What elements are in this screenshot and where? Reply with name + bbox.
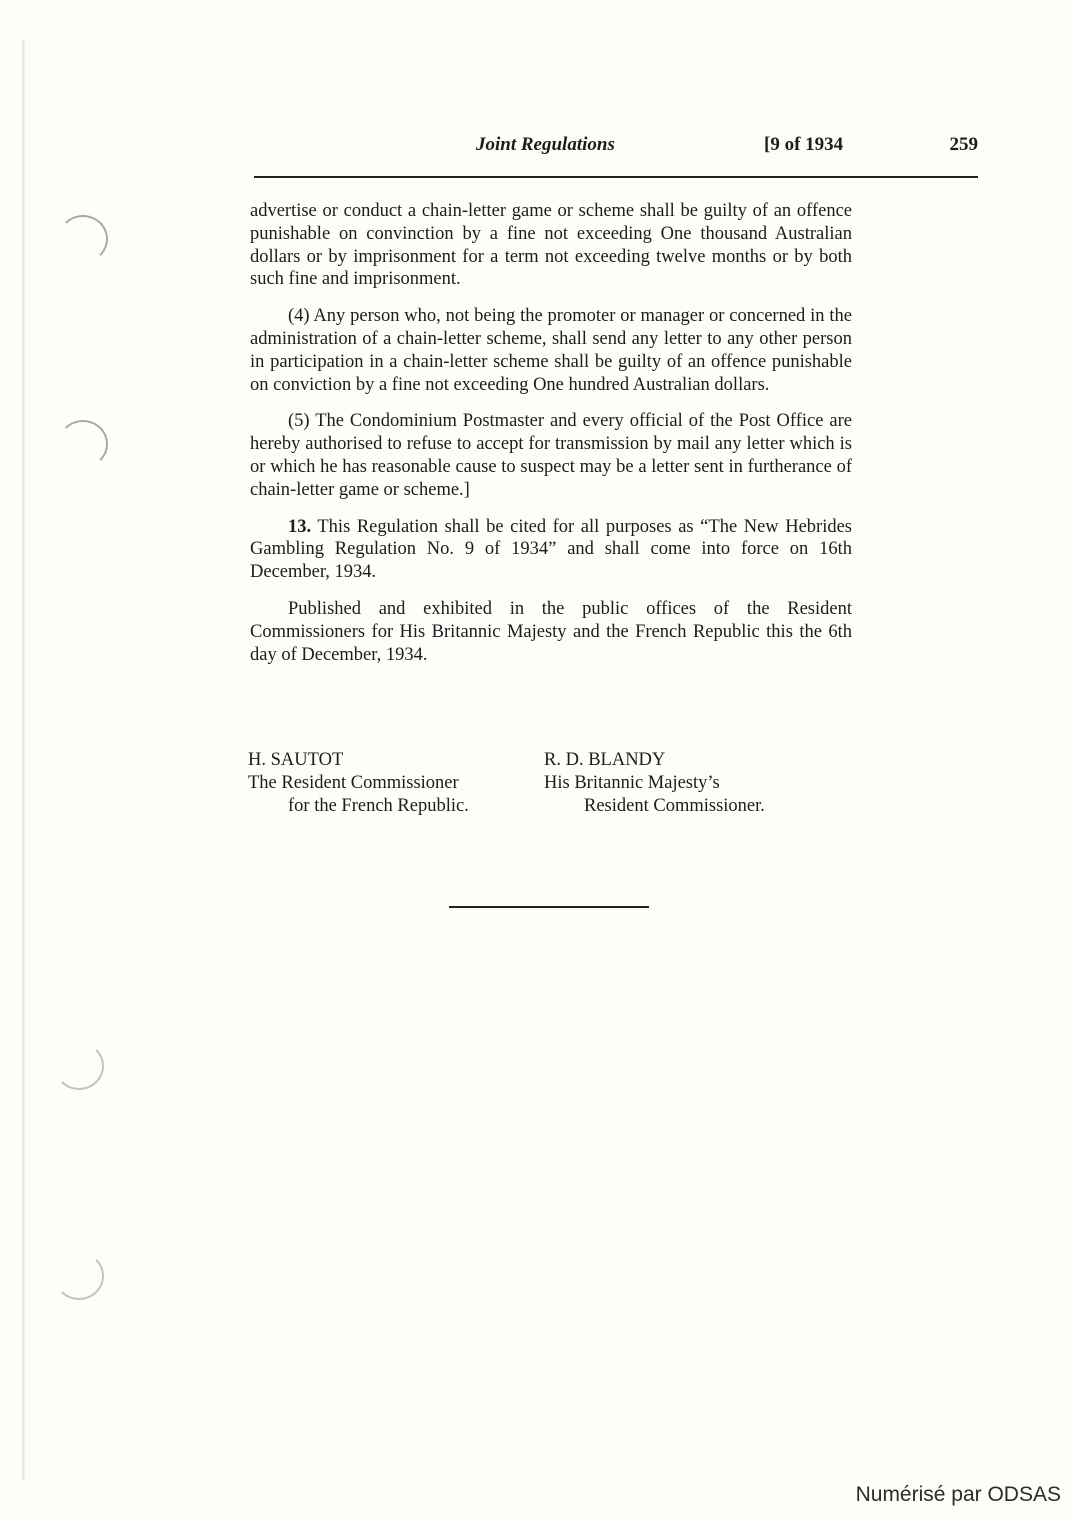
signatory-name: H. SAUTOT <box>248 750 344 770</box>
header-title: Joint Regulations <box>476 134 615 155</box>
header-rule <box>254 176 978 178</box>
regulation-body <box>250 200 852 680</box>
signatory-title: The Resident Commissioner <box>248 773 459 793</box>
punch-hole-2 <box>58 420 108 468</box>
punch-hole-3 <box>54 1042 104 1090</box>
paragraph-publication: Published and exhibited in the public offices of the Resident Commissioners for His Britannic Majesty and the French Republic this the 6th day of December, 1934. <box>250 598 852 665</box>
punch-hole-4 <box>54 1252 104 1300</box>
page-number: 259 <box>949 134 978 155</box>
signatory-title-cont: Resident Commissioner. <box>584 796 765 816</box>
signatory-title: His Britannic Majesty’s <box>544 773 720 793</box>
punch-hole-1 <box>58 215 108 263</box>
signature-french <box>248 749 469 818</box>
signatory-title-cont: for the French Republic. <box>288 796 469 816</box>
paragraph-subsection-4: (4) Any person who, not being the promoter or manager or concerned in the administration of a chain-letter scheme, shall send any letter to any other person in participation in a chain-letter scheme shall be guilty of an offence punishable on conviction by a fine not exceeding One hundred Australian dollars. <box>250 306 852 395</box>
signature-british <box>544 749 765 818</box>
digitization-credit: Numérisé par ODSAS <box>855 1483 1061 1506</box>
signatory-name: R. D. BLANDY <box>544 750 666 770</box>
paragraph-subsection-5: (5) The Condominium Postmaster and every official of the Post Office are hereby authorised to refuse to accept for transmission by mail any letter which is or which he has reasonable cause to suspect may be a letter sent in furtherance of chain-letter game or scheme.] <box>250 411 852 500</box>
running-header <box>254 134 978 164</box>
section-13-text: This Regulation shall be cited for all purposes as “The New Hebrides Gambling Regulation No. 9 of 1934” and shall come into force on 16th December, 1934. <box>250 516 853 583</box>
section-number: 13. <box>288 516 312 537</box>
end-rule <box>449 906 649 908</box>
paragraph-section-13 <box>250 516 852 584</box>
page-edge-shadow <box>22 40 25 1480</box>
paragraph-continuation: advertise or conduct a chain-letter game or scheme shall be guilty of an offence punishable on convinction by a fine not exceeding One thousand Australian dollars or by imprisonment for a term not exceeding twelve months or by both such fine and imprisonment. <box>250 201 852 290</box>
header-regulation: [9 of 1934 <box>764 134 844 155</box>
